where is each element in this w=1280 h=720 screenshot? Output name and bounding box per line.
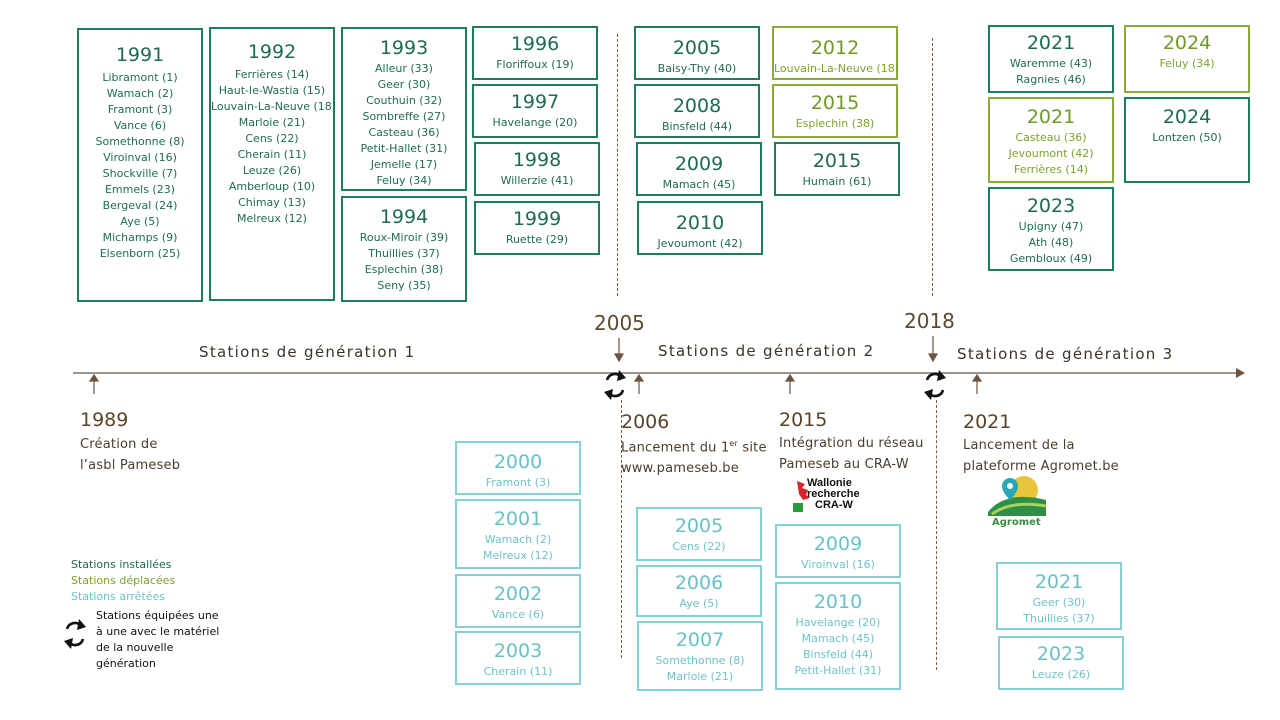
installed-box-2008 xyxy=(634,84,760,138)
station-item: Alleur (33) xyxy=(375,62,433,75)
cra-w-logo xyxy=(793,478,873,516)
stopped-box-2023 xyxy=(998,636,1124,690)
agromet-logo xyxy=(986,474,1048,534)
box-year: 1991 xyxy=(115,44,165,66)
box-year: 1999 xyxy=(512,208,562,230)
installed-box-2015 xyxy=(774,142,900,196)
station-item: Jevoumont (42) xyxy=(657,237,743,250)
box-year: 2006 xyxy=(674,572,724,594)
installed-box-1999 xyxy=(474,201,600,255)
installed-box-2009 xyxy=(636,142,762,196)
event-year-2021: 2021 xyxy=(963,411,1012,433)
installed-box-2021 xyxy=(988,25,1114,93)
installed-box-1998 xyxy=(474,142,600,196)
box-year: 2021 xyxy=(1026,106,1076,128)
installed-box-1996 xyxy=(472,26,598,80)
station-item: Petit-Hallet (31) xyxy=(794,664,882,677)
station-item: Michamps (9) xyxy=(102,231,178,244)
station-item: Binsfeld (44) xyxy=(661,120,733,133)
stopped-box-2006 xyxy=(636,565,762,617)
legend-note-line: de la nouvelle xyxy=(96,641,174,654)
station-item: Cherain (11) xyxy=(483,665,553,678)
station-item: Feluy (34) xyxy=(376,174,432,187)
station-item: Wamach (2) xyxy=(484,533,552,546)
event-year-2006: 2006 xyxy=(621,411,670,433)
arrow-up-icon xyxy=(90,375,98,381)
installed-box-1991 xyxy=(77,28,203,302)
refresh-icon xyxy=(924,370,946,400)
station-item: Amberloup (10) xyxy=(228,180,316,193)
station-item: Marloie (21) xyxy=(666,670,734,683)
legend-stopped: Stations arrêtées xyxy=(71,590,166,603)
station-item: Havelange (20) xyxy=(795,616,881,629)
arrow-up-icon xyxy=(635,375,643,381)
station-item: Wamach (2) xyxy=(106,87,174,100)
station-item: Ath (48) xyxy=(1028,236,1074,249)
moved-box-2021 xyxy=(988,97,1114,183)
station-item: Upigny (47) xyxy=(1018,220,1084,233)
box-year: 2015 xyxy=(810,92,860,114)
arrow-down-icon xyxy=(929,354,937,361)
box-year: 1993 xyxy=(379,37,429,59)
separator-2005-top xyxy=(617,34,618,296)
station-item: Bergeval (24) xyxy=(102,199,178,212)
box-year: 1997 xyxy=(510,91,560,113)
box-year: 2000 xyxy=(493,451,543,473)
legend-note-line: génération xyxy=(96,657,156,670)
box-year: 2009 xyxy=(813,533,863,555)
station-item: Ferrières (14) xyxy=(1013,163,1089,176)
station-item: Haut-le-Wastia (15) xyxy=(218,84,326,97)
station-item: Jevoumont (42) xyxy=(1008,147,1094,160)
legend-moved: Stations déplacées xyxy=(71,574,176,587)
station-item: Libramont (1) xyxy=(102,71,178,84)
box-year: 2007 xyxy=(675,629,725,651)
station-item: Ferrières (14) xyxy=(234,68,310,81)
station-item: Viroinval (16) xyxy=(801,558,875,571)
box-year: 2015 xyxy=(812,150,862,172)
box-year: 2024 xyxy=(1162,106,1212,128)
legend-installed: Stations installées xyxy=(71,558,172,571)
year-marker-2018: 2018 xyxy=(904,309,955,333)
installed-box-2010 xyxy=(637,201,763,255)
box-year: 2023 xyxy=(1036,643,1086,665)
box-year: 2021 xyxy=(1026,32,1076,54)
year-marker-2005: 2005 xyxy=(594,311,645,335)
station-item: Louvain-La-Neuve (18) xyxy=(211,100,337,113)
installed-box-2023 xyxy=(988,187,1114,271)
station-item: Seny (35) xyxy=(377,279,431,292)
stopped-box-2009 xyxy=(775,524,901,578)
installed-box-1993 xyxy=(341,27,467,191)
station-item: Somethonne (8) xyxy=(655,654,745,667)
station-item: Marloie (21) xyxy=(238,116,306,129)
box-year: 2005 xyxy=(674,515,724,537)
box-year: 2010 xyxy=(675,212,725,234)
arrow-up-icon xyxy=(786,375,794,381)
event-line: plateforme Agromet.be xyxy=(963,459,1119,474)
station-item: Lontzen (50) xyxy=(1152,131,1222,144)
event-year-2015: 2015 xyxy=(779,409,828,431)
timeline-arrow-head xyxy=(1236,368,1245,378)
station-item: Vance (6) xyxy=(113,119,167,132)
station-item: Esplechin (38) xyxy=(364,263,444,276)
station-item: Shockville (7) xyxy=(102,167,178,180)
station-item: Aye (5) xyxy=(120,215,160,228)
station-item: Vance (6) xyxy=(491,608,545,621)
station-item: Floriffoux (19) xyxy=(496,58,574,71)
event-line: l’asbl Pameseb xyxy=(80,458,181,473)
station-item: Melreux (12) xyxy=(237,212,307,225)
station-item: Humain (61) xyxy=(802,175,872,188)
logo-line: CRA-W xyxy=(815,499,853,511)
event-desc-2015 xyxy=(779,433,924,475)
box-year: 2003 xyxy=(493,640,543,662)
box-year: 2009 xyxy=(674,153,724,175)
installed-box-1994 xyxy=(341,196,467,302)
event-line: site xyxy=(738,440,767,456)
box-year: 2021 xyxy=(1034,571,1084,593)
box-year: 2023 xyxy=(1026,195,1076,217)
station-item: Feluy (34) xyxy=(1159,57,1215,70)
legend-note-line: à une avec le matériel xyxy=(96,625,220,638)
box-year: 2008 xyxy=(672,95,722,117)
generation-2-label: Stations de génération 2 xyxy=(658,342,875,360)
generation-3-label: Stations de génération 3 xyxy=(957,345,1174,363)
station-item: Casteau (36) xyxy=(1015,131,1087,144)
box-year: 2001 xyxy=(493,508,543,530)
station-item: Casteau (36) xyxy=(368,126,440,139)
installed-box-1992 xyxy=(209,27,335,301)
station-item: Chimay (13) xyxy=(238,196,306,209)
event-line: Création de xyxy=(80,437,158,452)
station-item: Melreux (12) xyxy=(483,549,553,562)
station-item: Cherain (11) xyxy=(237,148,307,161)
box-year: 1992 xyxy=(247,41,297,63)
installed-box-2024 xyxy=(1124,97,1250,183)
box-year: 2010 xyxy=(813,591,863,613)
stopped-box-2002 xyxy=(455,574,581,628)
box-year: 2002 xyxy=(493,583,543,605)
station-item: Willerzie (41) xyxy=(500,174,574,187)
event-line: Lancement de la xyxy=(963,438,1075,453)
station-item: Geer (30) xyxy=(1032,596,1086,609)
station-item: Emmels (23) xyxy=(104,183,175,196)
event-desc-1989 xyxy=(80,434,180,476)
stopped-box-2010 xyxy=(775,582,901,690)
station-item: Framont (3) xyxy=(485,476,551,489)
station-item: Thuillies (37) xyxy=(1023,612,1095,625)
station-item: Mamach (45) xyxy=(801,632,875,645)
stopped-box-2021 xyxy=(996,562,1122,630)
refresh-icon xyxy=(64,619,86,649)
arrow-up-icon xyxy=(973,375,981,381)
legend-note-line: Stations équipées une xyxy=(96,609,219,622)
station-item: Jemelle (17) xyxy=(370,158,438,171)
separator-2018-top xyxy=(932,38,933,296)
refresh-icon xyxy=(604,370,626,400)
station-item: Louvain-La-Neuve (18) xyxy=(774,62,900,75)
box-year: 2012 xyxy=(810,37,860,59)
stopped-box-2005 xyxy=(636,507,762,561)
legend-note xyxy=(96,608,219,672)
station-item: Viroinval (16) xyxy=(103,151,177,164)
station-item: Roux-Miroir (39) xyxy=(359,231,449,244)
station-item: Petit-Hallet (31) xyxy=(360,142,448,155)
station-item: Framont (3) xyxy=(107,103,173,116)
generation-1-label: Stations de génération 1 xyxy=(199,343,416,361)
stopped-box-2000 xyxy=(455,441,581,495)
station-item: Aye (5) xyxy=(679,597,719,610)
legend xyxy=(71,557,175,605)
station-item: Baisy-Thy (40) xyxy=(657,62,737,75)
logo-line: Wallonie xyxy=(807,477,852,489)
separator-2018-bottom xyxy=(936,400,937,670)
station-item: Cens (22) xyxy=(245,132,299,145)
station-item: Leuze (26) xyxy=(1031,668,1091,681)
moved-box-2015 xyxy=(772,84,898,138)
event-line: Lancement du 1 xyxy=(621,440,730,456)
agromet-text: Agromet xyxy=(992,517,1041,528)
station-item: Thuillies (37) xyxy=(368,247,440,260)
event-line: Intégration du réseau xyxy=(779,436,924,451)
agromet-emblem-icon xyxy=(986,474,1048,516)
event-line: Pameseb au CRA-W xyxy=(779,457,909,472)
logo-line: recherche xyxy=(807,488,860,500)
station-item: Leuze (26) xyxy=(242,164,302,177)
stopped-box-2003 xyxy=(455,631,581,685)
box-year: 1996 xyxy=(510,33,560,55)
station-item: Binsfeld (44) xyxy=(802,648,874,661)
station-item: Esplechin (38) xyxy=(795,117,875,130)
station-item: Geer (30) xyxy=(377,78,431,91)
arrow-down-icon xyxy=(615,354,623,361)
stopped-box-2007 xyxy=(637,621,763,691)
moved-box-2012 xyxy=(772,26,898,80)
station-item: Cens (22) xyxy=(672,540,726,553)
stopped-box-2001 xyxy=(455,499,581,569)
station-item: Gembloux (49) xyxy=(1009,252,1093,265)
event-desc-2021 xyxy=(963,435,1119,477)
station-item: Sombreffe (27) xyxy=(362,110,446,123)
installed-box-1997 xyxy=(472,84,598,138)
box-year: 2005 xyxy=(672,37,722,59)
station-item: Mamach (45) xyxy=(662,178,736,191)
station-item: Waremme (43) xyxy=(1009,57,1093,70)
event-sup: er xyxy=(729,439,739,448)
event-year-1989: 1989 xyxy=(80,409,129,431)
installed-box-2005 xyxy=(634,26,760,80)
station-item: Couthuin (32) xyxy=(366,94,442,107)
event-link[interactable]: www.pameseb.be xyxy=(621,461,739,477)
station-item: Havelange (20) xyxy=(492,116,578,129)
box-year: 1998 xyxy=(512,149,562,171)
box-year: 1994 xyxy=(379,206,429,228)
event-desc-2006 xyxy=(621,433,767,479)
station-item: Elsenborn (25) xyxy=(99,247,181,260)
moved-box-2024 xyxy=(1124,25,1250,93)
station-item: Ruette (29) xyxy=(505,233,569,246)
station-item: Ragnies (46) xyxy=(1016,73,1086,86)
box-year: 2024 xyxy=(1162,32,1212,54)
station-item: Somethonne (8) xyxy=(95,135,185,148)
